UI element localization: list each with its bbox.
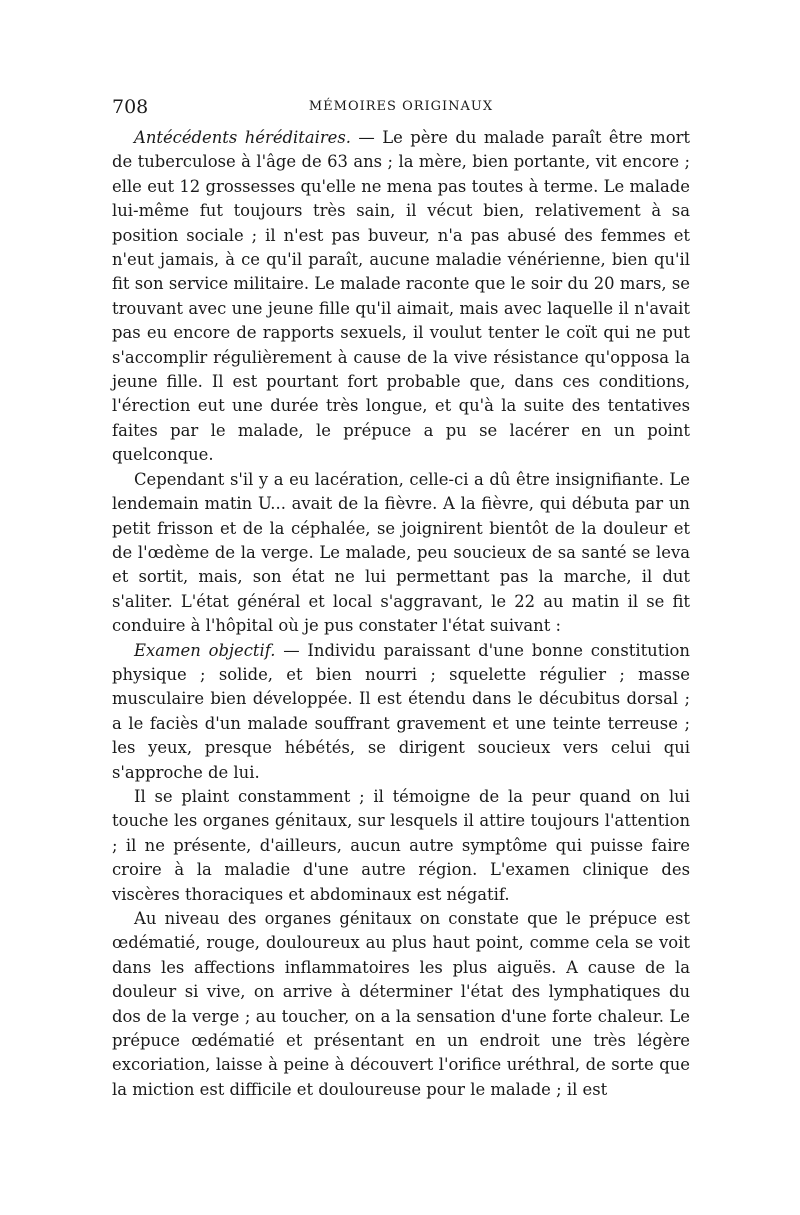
running-title: MÉMOIRES ORIGINAUX xyxy=(308,99,494,114)
paragraph-onset xyxy=(112,468,690,639)
paragraph-text: — Individu paraissant d'une bonne constitution physique ; solide, et bien nourri ; squelette régulier ; masse musculaire bien développée. Il est étendu dans le décubitus dorsal ; a le faciès d'un malade souffrant gravement et une teinte terreuse ; les yeux, presque hébétés, se dirigent soucieux vers celui qui s'approche de lui. xyxy=(112,640,690,782)
section-lead-examen: Examen objectif. xyxy=(134,640,276,660)
paragraph-complaints xyxy=(112,785,690,907)
book-page xyxy=(112,96,690,1102)
page-number: 708 xyxy=(112,96,149,118)
paragraph-text: Cependant s'il y a eu lacération, celle-ci a dû être insignifiante. Le lendemain matin U... avait de la fièvre. A la fièvre, qui débuta par un petit frisson et de la céphalée, se joignirent bientôt de la douleur et de l'œdème de la verge. Le malade, peu soucieux de sa santé se leva et sortit, mais, son état ne lui permettant pas la marche, il dut s'aliter. L'état général et local s'aggravant, le 22 au matin il se fit conduire à l'hôpital où je pus constater l'état suivant : xyxy=(112,469,690,636)
paragraph-text: Il se plaint constamment ; il témoigne de la peur quand on lui touche les organes génitaux, sur lesquels il attire toujours l'attention ; il ne présente, d'ailleurs, aucun autre symptôme qui puisse faire croire à la maladie d'une autre région. L'examen clinique des viscères thoraciques et abdominaux est négatif. xyxy=(112,786,690,904)
paragraph-text: — Le père du malade paraît être mort de tuberculose à l'âge de 63 ans ; la mère, bien portante, vit encore ; elle eut 12 grossesses qu'elle ne mena pas toutes à terme. Le malade lui-même fut toujours très sain, il vécut bien, relativement à sa position sociale ; il n'est pas buveur, n'a pas abusé des femmes et n'eut jamais, à ce qu'il paraît, aucune maladie vénérienne, bien qu'il fit son service militaire. Le malade raconte que le soir du 20 mars, se trouvant avec une jeune fille qu'il aimait, mais avec laquelle il n'avait pas eu encore de rapports sexuels, il voulut tenter le coït qui ne put s'accomplir régulièrement à cause de la vive résistance qu'opposa la jeune fille. Il est pourtant fort probable que, dans ces conditions, l'érection eut une durée très longue, et qu'à la suite des tentatives faites par le malade, le prépuce a pu se lacérer en un point quelconque. xyxy=(112,128,690,465)
body-text xyxy=(112,126,690,1102)
paragraph-examen xyxy=(112,639,690,785)
paragraph-genital-exam xyxy=(112,907,690,1102)
paragraph-antecedents xyxy=(112,126,690,468)
section-lead-antecedents: Antécédents héréditaires. xyxy=(134,128,352,147)
page-header xyxy=(112,96,690,126)
paragraph-text: Au niveau des organes génitaux on constate que le prépuce est œdématié, rouge, douloureux au plus haut point, comme cela se voit dans les affections inflammatoires les plus aiguës. A cause de la douleur si vive, on arrive à déterminer l'état des lymphatiques du dos de la verge ; au toucher, on a la sensation d'une forte chaleur. Le prépuce œdématié et présentant en un endroit une très légère excoriation, laisse à peine à découvert l'orifice uréthral, de sorte que la miction est difficile et douloureuse pour le malade ; il est xyxy=(112,909,690,1099)
